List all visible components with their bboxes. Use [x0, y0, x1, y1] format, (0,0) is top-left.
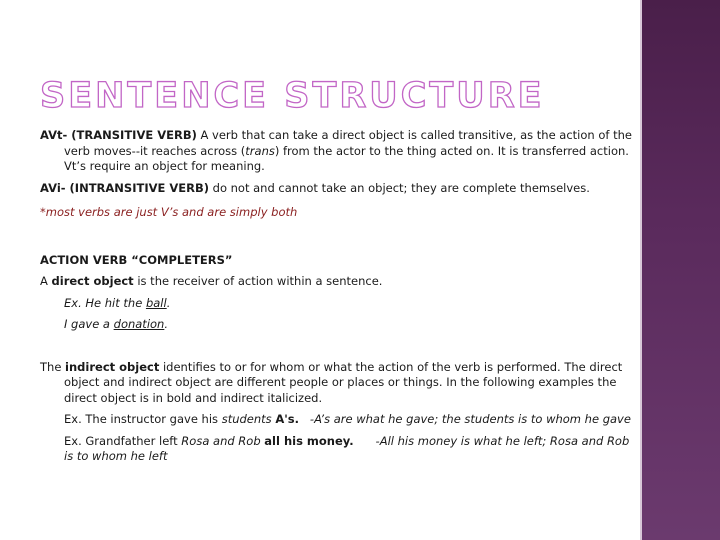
direct-ex2-post: .: [164, 317, 168, 331]
direct-example-1: [40, 296, 632, 312]
avi-label: AVi- (INTRANSITIVE VERB): [40, 180, 209, 195]
avt-definition: [40, 128, 632, 175]
verbs-note: *most verbs are just V’s and are simply both: [40, 205, 298, 219]
indirect-object-definition: [40, 360, 632, 407]
indirect-ex1-note: -A’s are what he gave; the students is to whom he gave: [309, 412, 631, 426]
direct-example-2: [40, 317, 632, 333]
indirect-ex1-io: students: [221, 412, 272, 426]
slide-title: SENTENCE STRUCTURE: [40, 76, 545, 116]
indirect-ex1-do: A's.: [275, 412, 299, 426]
direct-pre: A: [40, 274, 52, 288]
completers-heading: ACTION VERB “COMPLETERS”: [40, 252, 233, 267]
indirect-example-1: [40, 412, 632, 428]
indirect-ex1-gap: [299, 412, 310, 426]
indirect-ex2-do: all his money.: [264, 433, 354, 448]
slide-content: [40, 128, 632, 465]
indirect-ex2-gap: [354, 434, 376, 448]
indirect-pre: The: [40, 359, 66, 374]
indirect-example-2: [40, 434, 632, 465]
direct-ex1-object: ball: [145, 295, 167, 310]
indirect-ex2-io: Rosa and Rob: [181, 433, 261, 448]
direct-ex1-pre: Ex. He hit the: [64, 295, 146, 310]
avt-trans: trans: [245, 143, 275, 158]
avi-text: do not and cannot take an object; they are complete themselves.: [209, 180, 590, 195]
avt-text-a: A verb that can take a direct object is called transitive, as the action of the verb moves--it reaches across (: [64, 128, 632, 158]
indirect-post: identifies to or for whom or what the action of the verb is performed. The direct object and indirect object are different people or places or things. In the following examples the direct object is in bold and indirect italicized.: [64, 359, 623, 405]
direct-term: direct object: [51, 274, 134, 288]
direct-post: is the receiver of action within a sentence.: [133, 274, 383, 288]
sidebar-band: [642, 0, 720, 540]
avt-label: AVt- (TRANSITIVE VERB): [40, 128, 197, 142]
direct-ex2-pre: I gave a: [64, 317, 114, 331]
direct-ex2-object: donation: [113, 317, 165, 331]
indirect-ex2-note: -All his money is what he left; Rosa and Rob is to whom he left: [64, 433, 630, 463]
avt-text-b: ) from the actor to the thing acted on. It is transferred action. Vt’s require an object for meaning.: [64, 143, 629, 173]
indirect-term: indirect object: [65, 359, 160, 374]
avi-definition: [40, 181, 632, 197]
indirect-ex2-pre: Ex. Grandfather left: [64, 433, 182, 448]
indirect-ex1-pre: Ex. The instructor gave his: [64, 412, 222, 426]
direct-ex1-post: .: [166, 295, 171, 310]
direct-object-definition: [40, 274, 632, 290]
